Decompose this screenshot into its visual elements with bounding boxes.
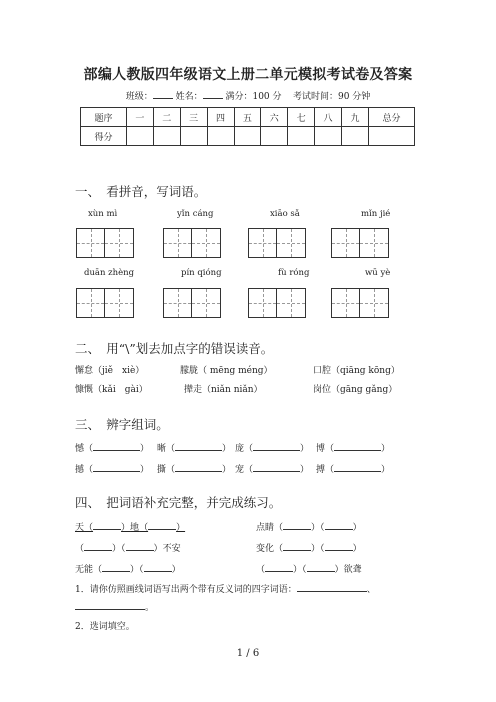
reading-item: 懈怠（jiě xiè） xyxy=(75,366,145,376)
pinyin: yǐn cáng xyxy=(177,209,214,219)
idiom-item: （ ）（ ）不安 xyxy=(75,541,181,554)
section1-title: 一、 看拼音，写词语。 xyxy=(75,184,207,199)
full-score: 满分：100 分 xyxy=(225,92,282,102)
word-group-item: 宠（ ） xyxy=(235,462,309,475)
idiom-item: （ ）（ ）欲聋 xyxy=(256,562,362,575)
answer-blank[interactable] xyxy=(175,462,222,472)
character-grid[interactable] xyxy=(76,288,134,318)
score-row-label: 得分 xyxy=(81,127,127,146)
pinyin: xùn mì xyxy=(88,209,118,219)
pinyin: xiāo sǎ xyxy=(270,209,300,219)
score-header-cell: 题序 xyxy=(81,108,127,127)
name-blank[interactable] xyxy=(203,90,223,99)
answer-blank[interactable] xyxy=(93,441,140,451)
answer-blank[interactable] xyxy=(283,541,311,551)
score-cell[interactable] xyxy=(207,127,234,146)
class-label: 班级： xyxy=(125,92,153,102)
answer-blank[interactable] xyxy=(84,541,112,551)
answer-blank[interactable] xyxy=(253,462,300,472)
exam-time: 考试时间：90 分钟 xyxy=(292,92,371,102)
score-header-cell: 七 xyxy=(288,108,315,127)
score-table-score-row xyxy=(81,127,415,146)
score-header-cell: 总分 xyxy=(369,108,415,127)
reading-item: 岗位（gāng gǎng） xyxy=(313,385,398,395)
answer-blank[interactable] xyxy=(93,462,140,472)
score-cell[interactable] xyxy=(180,127,207,146)
score-header-cell: 九 xyxy=(342,108,369,127)
score-header-cell: 六 xyxy=(261,108,288,127)
character-grid[interactable] xyxy=(248,228,306,258)
word-group-item: 憾（ ） xyxy=(75,441,149,454)
answer-blank[interactable] xyxy=(126,541,154,551)
character-grid[interactable] xyxy=(248,288,306,318)
answer-blank[interactable] xyxy=(102,562,130,572)
idiom-item: 无能（ ）（ ） xyxy=(75,562,181,575)
reading-item: 朦胧（ mēng méng） xyxy=(180,366,273,376)
score-cell[interactable] xyxy=(127,127,154,146)
pinyin: duān zhèng xyxy=(84,268,135,278)
page-title: 部编人教版四年级语文上册二单元模拟考试卷及答案 xyxy=(83,67,413,83)
score-header-cell: 一 xyxy=(127,108,154,127)
answer-blank[interactable] xyxy=(325,520,353,530)
character-grid[interactable] xyxy=(331,288,389,318)
idiom-item: 变化（ ）（ ） xyxy=(256,541,362,554)
score-cell[interactable] xyxy=(315,127,342,146)
score-header-cell: 三 xyxy=(180,108,207,127)
score-cell[interactable] xyxy=(342,127,369,146)
character-grid[interactable] xyxy=(331,228,389,258)
answer-blank[interactable] xyxy=(283,520,311,530)
pinyin: pín qióng xyxy=(181,268,222,278)
score-cell[interactable] xyxy=(153,127,180,146)
word-group-item: 晰（ ） xyxy=(157,441,231,454)
answer-blank[interactable] xyxy=(93,520,121,530)
answer-blank[interactable] xyxy=(253,441,300,451)
reading-item: 撵走（niǎn niǎn） xyxy=(184,385,263,395)
pinyin: wū yè xyxy=(365,268,391,278)
answer-blank[interactable] xyxy=(148,520,176,530)
answer-blank[interactable] xyxy=(175,441,222,451)
character-grid[interactable] xyxy=(163,228,221,258)
score-cell[interactable] xyxy=(369,127,415,146)
word-group-item: 搏（ ） xyxy=(316,462,390,475)
score-table xyxy=(80,107,415,146)
score-cell[interactable] xyxy=(261,127,288,146)
word-group-item: 撼（ ） xyxy=(75,462,149,475)
question-1-continued: 。 xyxy=(75,600,154,613)
answer-blank[interactable] xyxy=(297,582,367,592)
answer-blank[interactable] xyxy=(144,562,172,572)
reading-item: 慷慨（kǎi gài） xyxy=(75,385,148,395)
question-2: 2．选词填空。 xyxy=(75,622,135,632)
section4-title: 四、 把词语补充完整，并完成练习。 xyxy=(75,495,282,510)
score-header-cell: 五 xyxy=(234,108,261,127)
idiom-item-underlined: 天（ ）地（ ） xyxy=(75,520,185,533)
class-blank[interactable] xyxy=(153,90,173,99)
score-header-cell: 二 xyxy=(153,108,180,127)
question-1: 1．请你仿照画线词语写出两个带有反义词的四字词语： 、 xyxy=(75,582,376,595)
answer-blank[interactable] xyxy=(325,541,353,551)
answer-blank[interactable] xyxy=(307,562,335,572)
pinyin: mǐn jié xyxy=(361,209,391,219)
score-header-cell: 四 xyxy=(207,108,234,127)
page-number: 1 / 6 xyxy=(236,648,260,659)
pinyin: fù róng xyxy=(278,268,310,278)
section2-title: 二、 用“\”划去加点字的错误读音。 xyxy=(75,341,274,356)
score-cell[interactable] xyxy=(288,127,315,146)
word-group-item: 庞（ ） xyxy=(235,441,309,454)
word-group-item: 博（ ） xyxy=(316,441,390,454)
answer-blank[interactable] xyxy=(265,562,293,572)
idiom-item: 点睛（ ）（ ） xyxy=(256,520,362,533)
answer-blank[interactable] xyxy=(334,462,381,472)
word-group-item: 撕（ ） xyxy=(157,462,231,475)
answer-blank[interactable] xyxy=(75,600,145,610)
score-cell[interactable] xyxy=(234,127,261,146)
score-header-cell: 八 xyxy=(315,108,342,127)
exam-info-line xyxy=(0,89,496,102)
character-grid[interactable] xyxy=(163,288,221,318)
score-table-header-row xyxy=(81,108,415,127)
character-grid[interactable] xyxy=(76,228,134,258)
name-label: 姓名： xyxy=(175,92,203,102)
section3-title: 三、 辨字组词。 xyxy=(75,417,169,432)
answer-blank[interactable] xyxy=(334,441,381,451)
reading-item: 口腔（qiāng kōng） xyxy=(313,366,400,376)
